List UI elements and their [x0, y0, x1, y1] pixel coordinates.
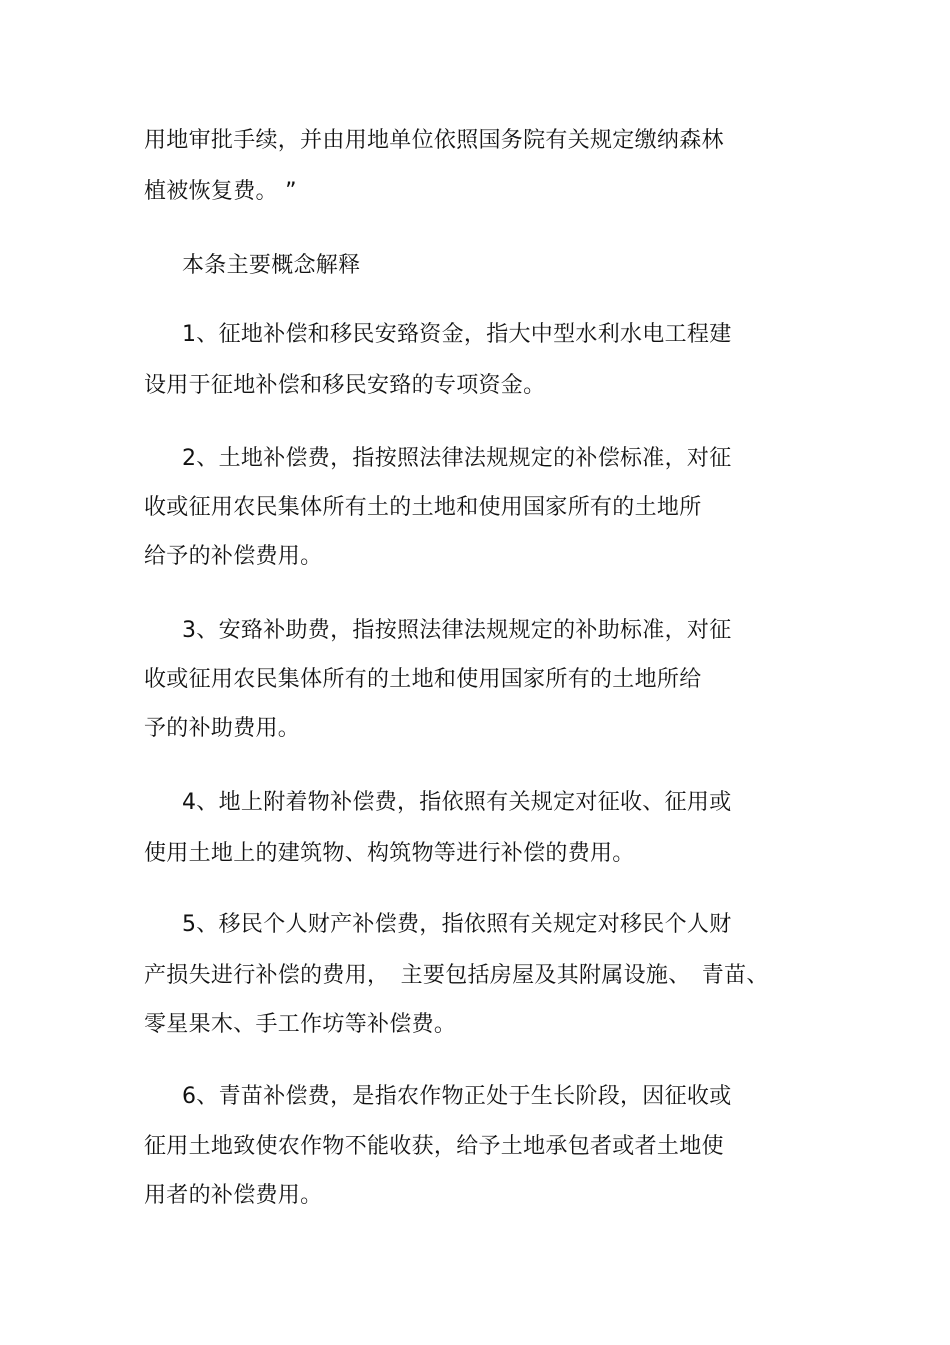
text-line: 零星果木、手工作坊等补偿费。 — [144, 1012, 457, 1037]
text-line: 使用土地上的建筑物、构筑物等进行补偿的费用。 — [144, 841, 635, 866]
text-line: 3、安臵补助费，指按照法律法规规定的补助标准，对征 — [182, 618, 732, 643]
text-line: 1、征地补偿和移民安臵资金，指大中型水利水电工程建 — [182, 322, 732, 347]
text-line: 设用于征地补偿和移民安臵的专项资金。 — [144, 373, 546, 398]
text-line: 产损失进行补偿的费用， 主要包括房屋及其附属设施、 青苗、 — [144, 963, 769, 988]
text-line: 用者的补偿费用。 — [144, 1183, 323, 1208]
text-line: 收或征用农民集体所有的土地和使用国家所有的土地所给 — [144, 667, 702, 692]
text-line: 予的补助费用。 — [144, 716, 301, 741]
text-line: 给予的补偿费用。 — [144, 544, 323, 569]
section-heading: 本条主要概念解释 — [182, 253, 361, 278]
text-line: 6、青苗补偿费，是指农作物正处于生长阶段，因征收或 — [182, 1084, 732, 1109]
text-line: 植被恢复费。 ” — [144, 179, 297, 204]
text-line: 4、地上附着物补偿费，指依照有关规定对征收、征用或 — [182, 790, 732, 815]
text-line: 5、移民个人财产补偿费，指依照有关规定对移民个人财 — [182, 912, 732, 937]
text-line: 收或征用农民集体所有土的土地和使用国家所有的土地所 — [144, 495, 702, 520]
text-line: 用地审批手续，并由用地单位依照国务院有关规定缴纳森林 — [144, 128, 724, 153]
text-line: 2、土地补偿费，指按照法律法规规定的补偿标准，对征 — [182, 446, 732, 471]
text-line: 征用土地致使农作物不能收获，给予土地承包者或者土地使 — [144, 1134, 724, 1159]
